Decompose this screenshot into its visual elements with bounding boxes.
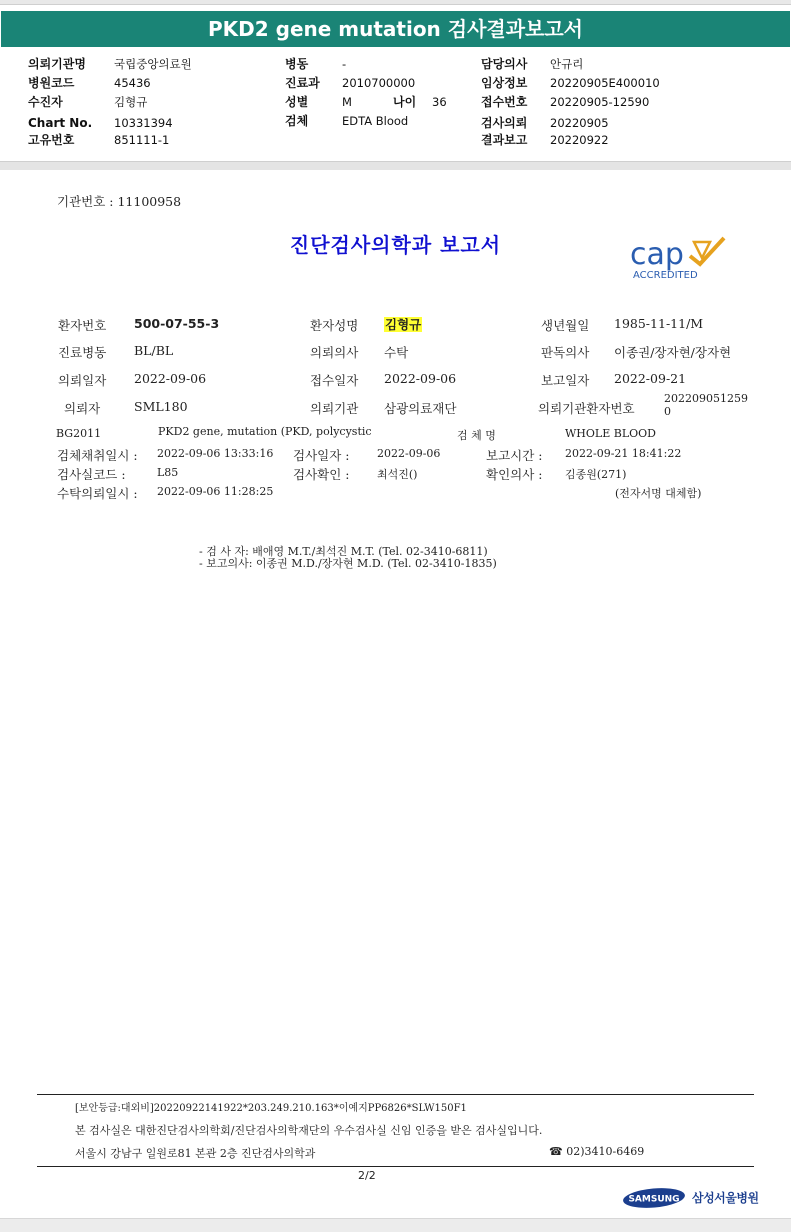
doctor-confirm-value: 김종원(271): [565, 468, 627, 481]
header-label: 수진자: [28, 95, 63, 109]
collect-label: 검체채취일시 :: [57, 448, 138, 463]
patient-name: 김형규: [385, 317, 422, 332]
header-label: 성별: [285, 95, 309, 109]
window-top-edge: [0, 0, 791, 5]
reporter-line: - 보고의사: 이종권 M.D./장자현 M.D. (Tel. 02-3410-1835): [199, 557, 497, 570]
field-label: 의뢰의사: [310, 345, 359, 360]
field-value: 2022-09-21: [614, 371, 687, 386]
phone-line: ☎ 02)3410-6469: [549, 1145, 645, 1158]
header-value: 851111-1: [114, 133, 170, 147]
report-title: 진단검사의학과 보고서: [289, 233, 502, 257]
header-value: -: [342, 57, 347, 71]
consign-label: 수탁의뢰일시 :: [57, 486, 138, 501]
field-label: 의뢰기관: [310, 401, 359, 416]
e-signature-note: (전자서명 대체함): [615, 487, 702, 500]
header-label: 나이: [393, 95, 417, 109]
test-code: BG2011: [56, 427, 102, 440]
header-value: 국립중앙의료원: [114, 57, 192, 71]
field-label: 생년월일: [541, 318, 590, 333]
header-divider: [0, 161, 791, 170]
field-value: 수탁: [384, 345, 409, 360]
header-label: 병원코드: [28, 76, 75, 90]
hospital-name: 삼성서울병원: [692, 1191, 759, 1205]
test-name: PKD2 gene, mutation (PKD, polycystic: [158, 425, 372, 438]
header-label: 병동: [285, 57, 309, 71]
report-header-title: PKD2 gene mutation 검사결과보고서: [1, 11, 790, 47]
address-line: 서울시 강남구 일원로81 본관 2층 진단검사의학과: [75, 1147, 316, 1160]
field-value: 202209051259: [664, 392, 748, 405]
patient-number: 500-07-55-3: [134, 316, 220, 331]
lab-code-value: L85: [157, 466, 179, 479]
header-label: 의뢰기관명: [28, 57, 86, 71]
svg-text:cap: cap: [630, 237, 684, 272]
collect-value: 2022-09-06 13:33:16: [157, 447, 274, 460]
field-label: 보고일자: [541, 373, 590, 388]
header-value: 김형규: [114, 95, 148, 109]
samsung-logo: [622, 1187, 686, 1209]
header-value: 10331394: [114, 116, 173, 130]
header-value: 20220905-12590: [550, 95, 650, 109]
report-time-label: 보고시간 :: [486, 448, 543, 463]
svg-text:ACCREDITED: ACCREDITED: [633, 270, 698, 281]
field-value: 삼광의료재단: [384, 401, 457, 416]
header-value: M: [342, 95, 352, 109]
window-bottom-edge: [0, 1218, 791, 1232]
header-value: 45436: [114, 76, 151, 90]
field-value: 이종권/장자현/장자현: [614, 345, 732, 360]
security-line: [보안등급:대외비]20220922141922*203.249.210.163*이예지PP6826*SLW150F1: [75, 1103, 467, 1114]
cap-accredited-logo: [628, 234, 728, 282]
examiner-line: - 검 사 자: 배애영 M.T./최석진 M.T. (Tel. 02-3410-6811): [199, 545, 488, 558]
field-value: 2022-09-06: [384, 371, 457, 386]
header-label: 검사의뢰: [481, 116, 528, 130]
test-date-value: 2022-09-06: [377, 447, 441, 460]
report-time-value: 2022-09-21 18:41:22: [565, 447, 682, 460]
field-value: 2022-09-06: [134, 371, 207, 386]
header-label: 진료과: [285, 76, 320, 90]
header-label: Chart No.: [28, 116, 93, 130]
doctor-confirm-label: 확인의사 :: [486, 467, 543, 482]
field-label: 판독의사: [541, 345, 590, 360]
header-value: 36: [432, 95, 447, 109]
certification-line: 본 검사실은 대한진단검사의학회/진단검사의학재단의 우수검사실 신임 인증을 받은 검사실입니다.: [75, 1124, 543, 1137]
header-label: 접수번호: [481, 95, 528, 109]
field-label: 의뢰일자: [58, 373, 107, 388]
svg-text:SAMSUNG: SAMSUNG: [628, 1194, 680, 1205]
header-label: 임상정보: [481, 76, 528, 90]
header-value: 20220922: [550, 133, 609, 147]
header-value: 안규리: [550, 57, 584, 71]
field-value: 0: [664, 405, 671, 418]
field-value: SML180: [134, 399, 188, 414]
consign-value: 2022-09-06 11:28:25: [157, 485, 274, 498]
header-value: 2010700000: [342, 76, 416, 90]
field-label: 환자성명: [310, 318, 359, 333]
header-value: 20220905E400010: [550, 76, 660, 90]
header-label: 결과보고: [481, 133, 528, 147]
footer-bottom-rule: [37, 1166, 754, 1167]
header-label: 검체: [285, 114, 309, 128]
test-date-label: 검사일자 :: [293, 448, 350, 463]
header-label: 담당의사: [481, 57, 528, 71]
birth-date: 1985-11-11/M: [614, 316, 704, 331]
field-label: 진료병동: [58, 345, 107, 360]
field-value: BL/BL: [134, 343, 174, 358]
specimen-value: WHOLE BLOOD: [565, 427, 656, 440]
field-label: 의뢰자: [64, 401, 101, 416]
header-value: 20220905: [550, 116, 609, 130]
field-label: 의뢰기관환자번호: [538, 401, 635, 416]
specimen-label: 검 체 명: [457, 429, 496, 442]
footer-top-rule: [37, 1094, 754, 1095]
header-label: 고유번호: [28, 133, 75, 147]
header-value: EDTA Blood: [342, 114, 409, 128]
field-label: 접수일자: [310, 373, 359, 388]
lab-code-label: 검사실코드 :: [57, 467, 126, 482]
confirm-value: 최석진(): [377, 468, 418, 481]
institution-number: 기관번호 : 11100958: [57, 194, 182, 209]
field-label: 환자번호: [58, 318, 107, 333]
page-number: 2/2: [358, 1169, 376, 1182]
confirm-label: 검사확인 :: [293, 467, 350, 482]
